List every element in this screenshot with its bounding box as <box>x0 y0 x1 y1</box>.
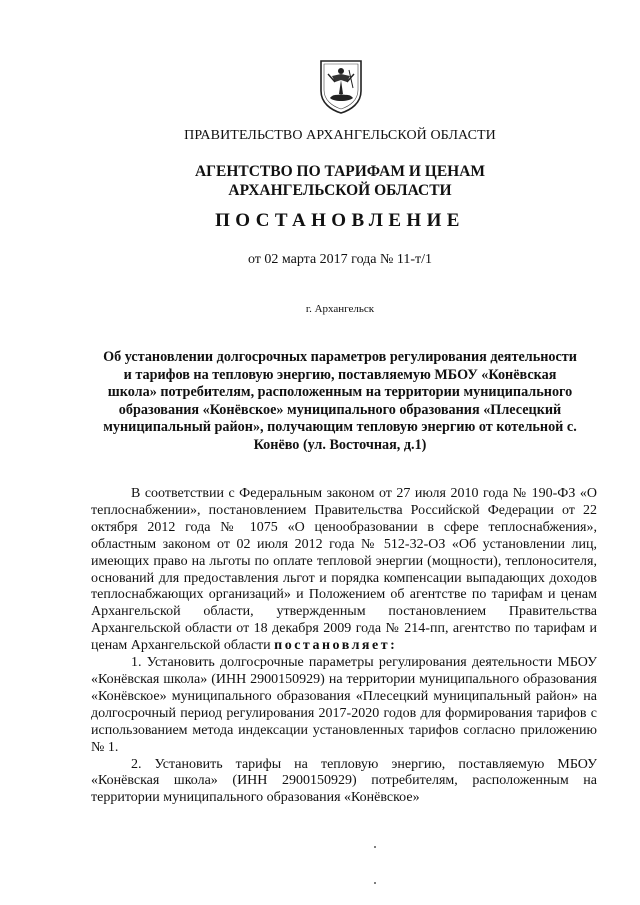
preamble-text: В соответствии с Федеральным законом от 27 июля 2010 года № 190-ФЗ «О теплоснабжении», постановлением Правительства Российской Федерации от 22 октября 2012 года № 1075 «О ценообразовании в сфере теплоснабжения», областным законом от 02 июля 2012 года № 512-32-ОЗ «Об установлении лиц, имеющих право на льготы по оплате тепловой энергии (мощности), теплоносителя, оснований для предоставления льгот и порядка компенсации выпадающих доходов теплоснабжающих организаций» и Положением об агентстве по тарифам и ценам Архангельской области, утвержденным постановлением Правительства Архангельской области от 18 декабря 2009 года № 214-пп, агентство по тарифам и ценам Архангельской области <box>91 486 597 654</box>
scan-speck <box>374 882 376 884</box>
item-1-paragraph: 1. Установить долгосрочные параметры регулирования деятельности МБОУ «Конёвская школа» (ИНН 2900150929) на территории муниципального образования «Конёвское» муниципального образования «Плесецкий муниципальный район» на долгосрочный период регулирования 2017-2020 годов для формирования тарифов с использованием метода индексации установленных тарифов согласно приложению № 1. <box>91 655 597 755</box>
decree-word: постановляет: <box>274 638 398 654</box>
document-body <box>91 486 597 807</box>
government-name: ПРАВИТЕЛЬСТВО АРХАНГЕЛЬСКОЙ ОБЛАСТИ <box>184 128 496 143</box>
arkhangelsk-coat-of-arms-icon <box>318 58 364 114</box>
item-2-paragraph: 2. Установить тарифы на тепловую энергию, поставляемую МБОУ «Конёвская школа» (ИНН 2900150929) потребителям, расположенным на территории муниципального образования «Конёвское» <box>91 756 597 806</box>
document-title: Об установлении долгосрочных параметров регулирования деятельности и тарифов на тепловую энергию, поставляемую МБОУ «Конёвская школа» потребителям, расположенным на территории муниципального образования «Конёвское» муниципального образования «Плесецкий муниципальный район», получающим тепловую энергию от котельной с. Конёво (ул. Восточная, д.1) <box>103 349 577 453</box>
agency-name-line-2: АРХАНГЕЛЬСКОЙ ОБЛАСТИ <box>228 182 452 199</box>
document-type-heading: ПОСТАНОВЛЕНИЕ <box>215 210 465 231</box>
agency-name <box>0 162 640 200</box>
agency-name-line-1: АГЕНТСТВО ПО ТАРИФАМ И ЦЕНАМ <box>194 163 486 180</box>
document-city: г. Архангельск <box>305 303 375 315</box>
preamble-paragraph <box>91 486 597 655</box>
document-date-number: от 02 марта 2017 года № 11-т/1 <box>247 252 433 267</box>
scan-speck <box>374 846 376 848</box>
